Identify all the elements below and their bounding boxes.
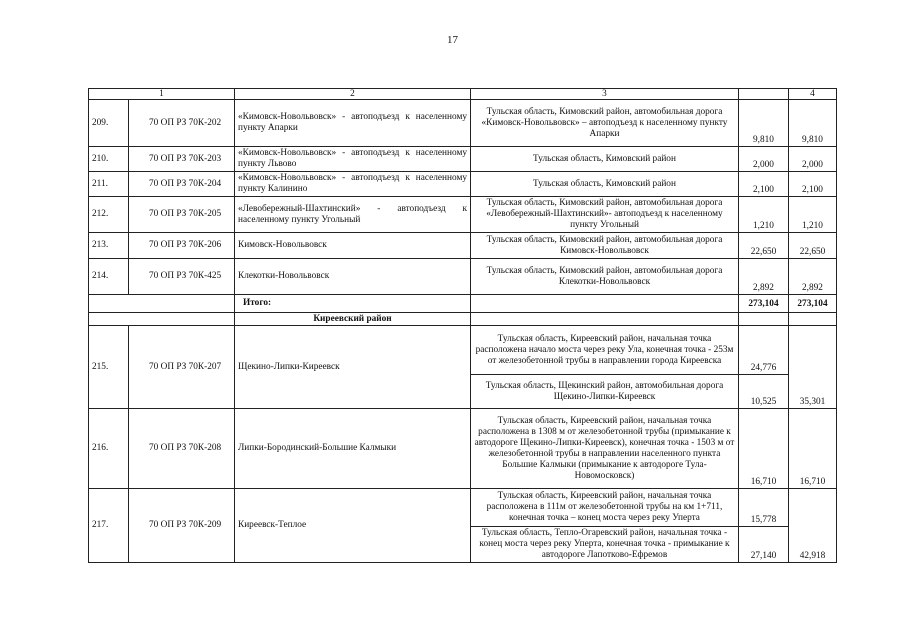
table-row	[89, 233, 837, 259]
road-total: 2,000	[789, 147, 837, 172]
header-col-2: 2	[235, 89, 471, 100]
road-length: 2,100	[739, 172, 789, 197]
road-length: 24,776	[739, 326, 789, 375]
road-length: 22,650	[739, 233, 789, 259]
road-name: Киреевск-Теплое	[235, 489, 471, 563]
road-code: 70 ОП РЗ 70К-204	[129, 172, 235, 197]
road-location: Тульская область, Кимовский район, автомобильная дорога «Левобережный-Шахтинский»- автоподъезд к населенному пункту Угольный	[471, 197, 739, 233]
row-number: 214.	[89, 259, 129, 295]
header-col-1: 1	[89, 89, 235, 100]
road-code: 70 ОП РЗ 70К-208	[129, 409, 235, 489]
row-number: 216.	[89, 409, 129, 489]
header-col-3: 3	[471, 89, 739, 100]
road-code: 70 ОП РЗ 70К-425	[129, 259, 235, 295]
road-length: 10,525	[739, 375, 789, 409]
road-total: 2,892	[789, 259, 837, 295]
road-length: 2,000	[739, 147, 789, 172]
road-name: Кимовск-Новольвовск	[235, 233, 471, 259]
total-length: 273,104	[739, 295, 789, 313]
road-code: 70 ОП РЗ 70К-206	[129, 233, 235, 259]
road-length: 1,210	[739, 197, 789, 233]
road-length: 27,140	[739, 527, 789, 563]
road-location: Тульская область, Тепло-Огаревский район, начальная точка - конец моста через реку Уперта, конечная точка - примыкание к автодороге Лапотково-Ефремов	[471, 527, 739, 563]
row-number: 217.	[89, 489, 129, 563]
road-location: Тульская область, Киреевский район, начальная точка расположена начало моста через реку Ула, конечная точка - 253м от железобетонной трубы в направлении города Киреевска	[471, 326, 739, 375]
row-number: 212.	[89, 197, 129, 233]
road-code: 70 ОП РЗ 70К-202	[129, 100, 235, 147]
road-total: 1,210	[789, 197, 837, 233]
road-total: 9,810	[789, 100, 837, 147]
road-length: 2,892	[739, 259, 789, 295]
road-length: 16,710	[739, 409, 789, 489]
road-total: 22,650	[789, 233, 837, 259]
road-location: Тульская область, Щекинский район, автомобильная дорога Щекино-Липки-Киреевск	[471, 375, 739, 409]
row-number: 213.	[89, 233, 129, 259]
road-total: 42,918	[789, 489, 837, 563]
road-code: 70 ОП РЗ 70К-203	[129, 147, 235, 172]
road-name: Липки-Бородинский-Большие Калмыки	[235, 409, 471, 489]
row-number: 211.	[89, 172, 129, 197]
total-sum: 273,104	[789, 295, 837, 313]
road-total: 35,301	[789, 326, 837, 409]
road-location: Тульская область, Кимовский район, автомобильная дорога Кимовск-Новольвовск	[471, 233, 739, 259]
row-number: 215.	[89, 326, 129, 409]
road-name: «Левобережный-Шахтинский» - автоподъезд к населенному пункту Угольный	[235, 197, 471, 233]
road-name: Клекотки-Новольвовск	[235, 259, 471, 295]
road-location: Тульская область, Кимовский район	[471, 172, 739, 197]
road-name: «Кимовск-Новольвовск» - автоподъезд к населенному пункту Апарки	[235, 100, 471, 147]
table-row	[89, 172, 837, 197]
total-label: Итого:	[235, 295, 471, 313]
road-code: 70 ОП РЗ 70К-207	[129, 326, 235, 409]
total-row	[89, 295, 837, 313]
road-name: Щекино-Липки-Киреевск	[235, 326, 471, 409]
road-total: 2,100	[789, 172, 837, 197]
page-number: 17	[447, 34, 458, 46]
road-length: 9,810	[739, 100, 789, 147]
road-location: Тульская область, Киреевский район, начальная точка расположена в 1308 м от железобетонной трубы (примыкание к автодороге Щекино-Липки-Киреевск), конечная точка - 1503 м от железобетонной трубы в направлении населенного пункта Большие Калмыки (примыкание к автодороге Тула-Новомосковск)	[471, 409, 739, 489]
road-name: «Кимовск-Новольвовск» - автоподъезд к населенному пункту Львово	[235, 147, 471, 172]
road-code: 70 ОП РЗ 70К-209	[129, 489, 235, 563]
header-row	[89, 89, 837, 100]
table-row	[89, 326, 837, 375]
road-location: Тульская область, Киреевский район, начальная точка расположена в 111м от железобетонной трубы на км 1+711, конечная точка – конец моста через реку Уперта	[471, 489, 739, 527]
road-location: Тульская область, Кимовский район	[471, 147, 739, 172]
district-title: Киреевский район	[235, 313, 471, 326]
row-number: 209.	[89, 100, 129, 147]
road-total: 16,710	[789, 409, 837, 489]
header-col-4-spacer	[739, 89, 789, 100]
row-number: 210.	[89, 147, 129, 172]
road-location: Тульская область, Кимовский район, автомобильная дорога «Кимовск-Новольвовск» – автоподъезд к населенному пункту Апарки	[471, 100, 739, 147]
header-col-4: 4	[789, 89, 837, 100]
roads-table	[88, 88, 837, 563]
road-code: 70 ОП РЗ 70К-205	[129, 197, 235, 233]
table-row	[89, 489, 837, 527]
table-row	[89, 147, 837, 172]
table-row	[89, 100, 837, 147]
table-row	[89, 409, 837, 489]
table-row	[89, 259, 837, 295]
road-length: 15,778	[739, 489, 789, 527]
district-row	[89, 313, 837, 326]
road-name: «Кимовск-Новольвовск» - автоподъезд к населенному пункту Калинино	[235, 172, 471, 197]
table-row	[89, 197, 837, 233]
road-location: Тульская область, Кимовский район, автомобильная дорога Клекотки-Новольвовск	[471, 259, 739, 295]
